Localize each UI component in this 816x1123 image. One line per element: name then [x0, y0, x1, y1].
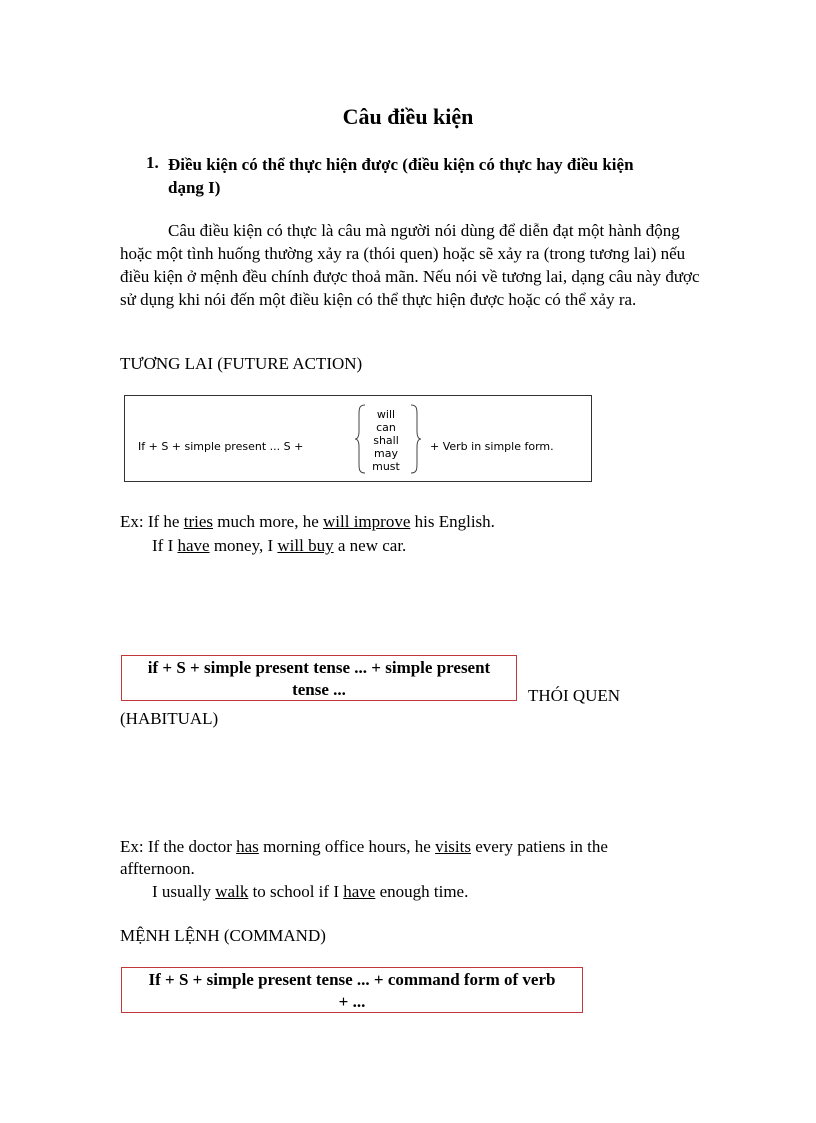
modal-item: must	[372, 460, 400, 473]
section-heading-line1: Điều kiện có thể thực hiện được (điều kiện có thực hay điều kiện	[168, 155, 634, 174]
example-text: a new car.	[333, 536, 407, 555]
command-formula-line1: If + S + simple present tense ... + command form of verb	[148, 970, 556, 989]
example-prefix: Ex:	[120, 512, 144, 531]
example-prefix: Ex:	[120, 837, 144, 856]
habitual-label: THÓI QUEN	[528, 686, 621, 705]
example-text: enough time.	[375, 882, 469, 901]
example-text: to school if I	[248, 882, 344, 901]
habitual-formula-line2: tense ...	[292, 680, 346, 699]
underlined-verb: have	[343, 882, 376, 901]
future-example-1	[120, 512, 495, 532]
example-text: If he	[147, 512, 184, 531]
underlined-verb: will improve	[323, 512, 411, 531]
underlined-verb: has	[236, 837, 259, 856]
example-text: his English.	[410, 512, 495, 531]
example-text: much more, he	[213, 512, 324, 531]
underlined-verb: tries	[183, 512, 214, 531]
command-formula-box	[121, 967, 583, 1013]
modal-item: can	[376, 421, 396, 434]
underlined-verb: walk	[215, 882, 249, 901]
habitual-label-en: (HABITUAL)	[120, 709, 219, 728]
underlined-verb: have	[177, 536, 210, 555]
example-text: I usually	[152, 882, 216, 901]
intro-paragraph: Câu điều kiện có thực là câu mà người nói dùng để diễn đạt một hành động hoặc một tình huống thường xảy ra (thói quen) hoặc sẽ xảy ra (trong tương lai) nếu điều kiện ở mệnh đều chính được thoả mãn. Nếu nói về tương lai, dạng câu này được sử dụng khi nói đến một điều kiện có thể thực hiện được hoặc có thể xảy ra.	[120, 221, 700, 309]
section-heading	[168, 153, 708, 199]
example-text: morning office hours, he	[258, 837, 436, 856]
modal-item: shall	[373, 434, 399, 447]
habitual-example-1-cont: affternoon.	[120, 859, 195, 878]
future-formula-box	[124, 395, 592, 482]
command-formula-line2: + ...	[338, 992, 366, 1011]
habitual-formula-line1: if + S + simple present tense ... + simple present	[147, 658, 491, 677]
modal-list	[368, 408, 404, 473]
future-example-2	[152, 536, 406, 556]
future-formula-right: + Verb in simple form.	[430, 440, 554, 453]
section-heading-line2: dạng I)	[168, 178, 221, 197]
underlined-verb: will buy	[277, 536, 334, 555]
command-heading: MỆNH LỆNH (COMMAND)	[120, 926, 326, 945]
example-text: If I	[152, 536, 178, 555]
future-heading: TƯƠNG LAI (FUTURE ACTION)	[120, 354, 363, 373]
example-text: If the doctor	[147, 837, 237, 856]
habitual-example-1	[120, 837, 608, 857]
habitual-example-2	[152, 882, 468, 902]
habitual-formula-box	[121, 655, 517, 701]
example-text: money, I	[209, 536, 278, 555]
modal-item: may	[374, 447, 398, 460]
example-text: every patiens in the	[470, 837, 608, 856]
modal-item: will	[376, 408, 396, 421]
section-number: 1.	[146, 153, 159, 172]
page-title: Câu điều kiện	[342, 104, 474, 129]
future-formula-left: If + S + simple present ... S +	[138, 440, 304, 453]
underlined-verb: visits	[435, 837, 471, 856]
